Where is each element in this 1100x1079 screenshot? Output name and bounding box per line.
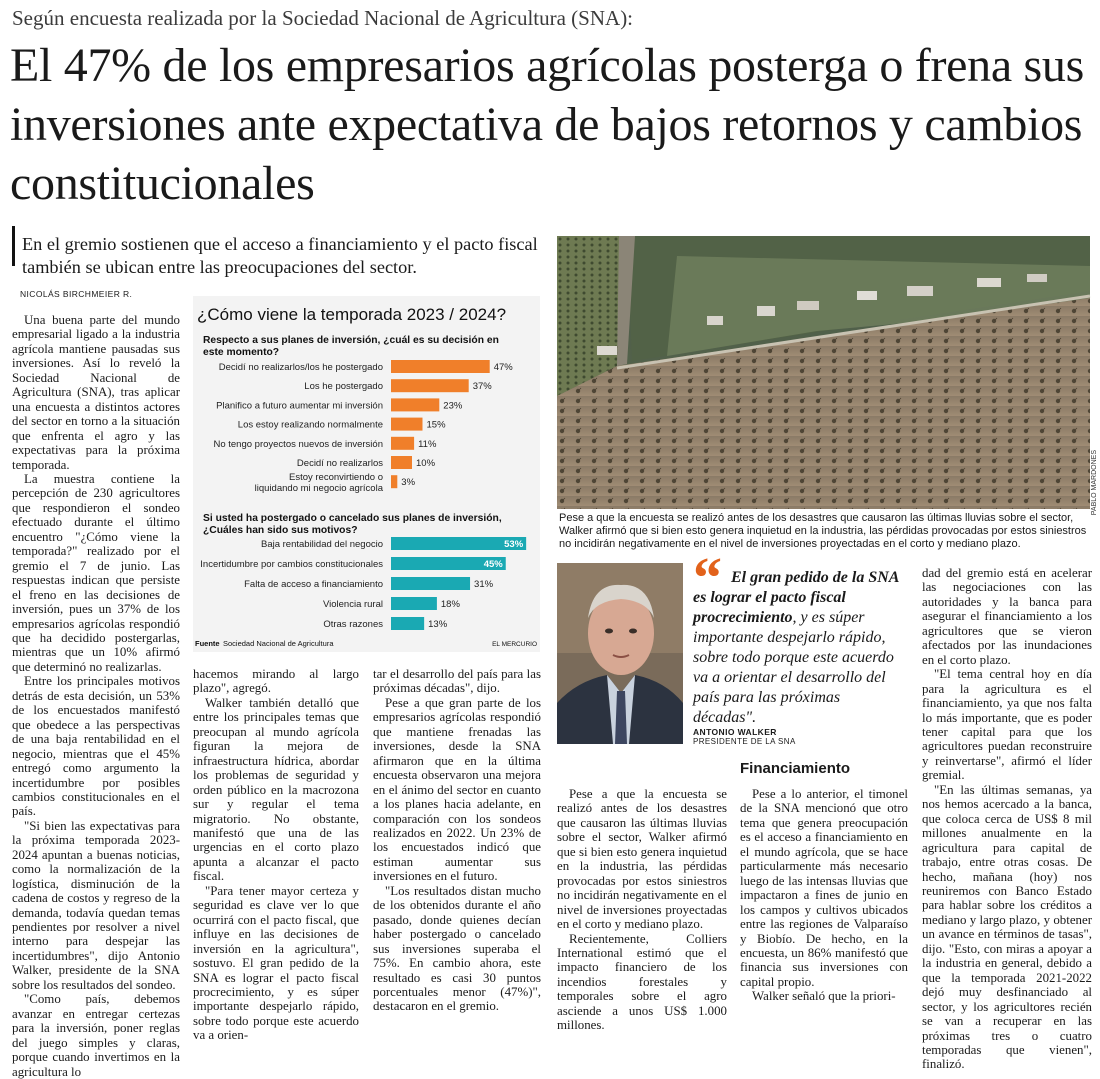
article-column-1: [12, 313, 180, 1079]
paragraph: "Para tener mayor certeza y seguridad es clave ver lo que ocurrirá con el pacto fiscal, que influye en las decisiones de inversión en la agricultura", sostuvo. El gran pedido de la SNA es lograr el pacto fiscal procrecimiento, y es súper importante despejarlo rápido, sobre todo porque este acuerdo va a orien-: [193, 883, 359, 1043]
chart-question-2: Si usted ha postergado o cancelado sus planes de inversión, ¿Cuáles han sido sus motivos?: [203, 513, 502, 536]
paragraph: "Si bien las expectativas para la próxima temporada 2023-2024 apuntan a buenas noticias, como la normalización de la logística, disminución de la cadena de costos y regreso de la demanda, todavía quedan temas pendientes por resolver a nivel interno para despejar las incertidumbres", dijo Antonio Walker, presidente de la SNA sobre los resultados del sondeo.: [12, 818, 180, 992]
paragraph: Una buena parte del mundo empresarial ligado a la industria agrícola mantiene pausadas sus inversiones. Así lo reveló la Sociedad Nacional de Agricultura (SNA), tras aplicar una encuesta a distintos actores del sector en torno a la situación que enfrenta el agro y las expectativas para la próxima temporada.: [12, 313, 180, 472]
portrait-image: [557, 563, 683, 744]
chart-question-1: Respecto a sus planes de inversión, ¿cuál es su decisión en este momento?: [203, 335, 499, 358]
value-label: 45%: [483, 559, 503, 570]
article-column-5: [740, 787, 908, 1004]
bar: [391, 379, 469, 392]
headline: El 47% de los empresarios agrícolas posterga o frena sus inversiones ante expectativa de bajos retornos y cambios constitucionales: [10, 39, 1085, 210]
value-label: 47%: [493, 362, 513, 373]
category-label: Decidí no realizarlos/los he postergado: [218, 362, 383, 373]
chart-group-2: [200, 537, 526, 630]
category-label: Falta de acceso a financiamiento: [244, 579, 383, 590]
paragraph: La muestra contiene la percepción de 230 agricultores que respondieron el sondeo efectuado durante el último encuentro "¿Cómo viene la temporada?" realizado por el gremio el 7 de junio. Las respuestas indican que persiste el freno en las decisiones de inversión, pues un 37% de los empresarios agrícolas respondió que ha decidido postergarlas, mientras que un 10% afirmó que determinó no realizarlas.: [12, 471, 180, 674]
chart-brand: EL MERCURIO: [492, 641, 537, 648]
pull-quote: [693, 568, 907, 728]
bar: [391, 360, 490, 373]
pull-quote-lead: El gran pedido de la SNA es lograr el pacto fiscal procrecimiento: [693, 569, 899, 626]
bar: [391, 475, 397, 488]
category-label-line: liquidando mi negocio agrícola: [254, 483, 383, 495]
photo-caption: Pese a que la encuesta se realizó antes de los desastres que causaron las últimas lluvias sobre el sector, Walker afirmó que si bien esto genera inquietud en la industria, las pérdidas provocadas por estos siniestros no incidirán negativamente en el nivel de inversiones proyectadas en el corto y mediano plazo.: [559, 512, 1087, 551]
article-column-6: [922, 566, 1092, 1072]
paragraph: Pese a que la encuesta se realizó antes de los desastres que causaron las últimas lluvias sobre el sector, Walker afirmó que si bien esto genera inquietud en la industria, las pérdidas provocadas por estos siniestros no incidirán negativamente en el nivel de inversiones proyectadas en el corto y mediano plazo.: [557, 787, 727, 932]
survey-chart: [193, 296, 540, 652]
category-label: No tengo proyectos nuevos de inversión: [213, 438, 383, 450]
article-column-3: [373, 667, 541, 1014]
chart-source-label: Fuente: [195, 639, 220, 648]
byline: NICOLÁS BIRCHMEIER R.: [20, 289, 133, 299]
article-column-4: [557, 787, 727, 1033]
paragraph: Recientemente, Colliers International estimó que el impacto financiero de los incendios forestales y temporales sobre el agro asciende a unos US$ 1.000 millones.: [557, 931, 727, 1033]
bar: [391, 617, 424, 630]
dek: En el gremio sostienen que el acceso a financiamiento y el pacto fiscal también se ubican entre las preocupaciones del sector.: [22, 234, 538, 277]
value-label: 53%: [504, 539, 524, 550]
category-label-line: Estoy reconvirtiendo o: [289, 472, 383, 484]
bar: [391, 597, 437, 610]
pull-quote-rest: , y es súper importante despejarlo rápido, sobre todo porque este acuerdo va a orientar el desarrollo del país para las próximas décadas".: [693, 609, 894, 726]
paragraph: "Los resultados distan mucho de los obtenidos durante el año pasado, donde quienes decían haber postergado o cancelado sus inversiones superaba el 75%. En cambio ahora, este resultado es casi 30 puntos porcentuales menor (47%)", destacaron en el gremio.: [373, 883, 541, 1014]
paragraph: Pese a lo anterior, el timonel de la SNA mencionó que otro tema que genera preocupación es el acceso a financiamiento en el mundo agrícola, que se hace particularmente más necesario luego de las intensas lluvias que impactaron a fines de junio en los campos y cultivos ubicados entre las regiones de Valparaíso y Biobío. De hecho, en la encuesta, un 86% manifestó que financia sus inversiones con capital propio.: [740, 787, 908, 989]
value-label: 3%: [401, 477, 416, 489]
paragraph: dad del gremio está en acelerar las negociaciones con las autoridades y la banca para asegurar el financiamiento a los agricultores que se vieron afectados por las inundaciones en el corto plazo.: [922, 566, 1092, 667]
flood-aerial-image: [557, 236, 1090, 509]
value-label: 23%: [443, 400, 463, 412]
chart-source: Sociedad Nacional de Agricultura: [223, 639, 334, 648]
bar: [391, 577, 470, 590]
bar: [391, 437, 414, 450]
value-label: 15%: [426, 419, 446, 431]
section-subhead: Financiamiento: [740, 760, 851, 777]
paragraph: Walker también detalló que entre los principales temas que preocupan al mundo agrícola figuran la mejora de infraestructura hídrica, abordar los problemas de seguridad y orden público en la macrozona sur y regular el tema migratorio. No obstante, manifestó que una de las urgencias en el corto plazo apunta a alcanzar el pacto fiscal.: [193, 695, 359, 884]
chart-group-1: [213, 360, 513, 494]
category-label: Los estoy realizando normalmente: [237, 419, 383, 431]
category-label: Violencia rural: [322, 599, 383, 610]
article-column-2: [193, 667, 359, 1043]
chart-svg: [193, 296, 540, 652]
paragraph: "Como país, debemos avanzar en entregar certezas para la inversión, poner reglas del juego simples y claras, porque cuando invertimos en la agricultura lo: [12, 992, 180, 1079]
paragraph: Walker señaló que la priori-: [752, 989, 896, 1004]
category-label: Decidí no realizarlos: [296, 458, 383, 469]
category-label: Planifico a futuro aumentar mi inversión: [216, 400, 383, 412]
quote-author-role: PRESIDENTE DE LA SNA: [693, 737, 796, 746]
value-label: 13%: [428, 619, 448, 630]
quote-author-name: ANTONIO WALKER: [693, 727, 777, 737]
photo-credit: PABLO MARDONES: [1091, 450, 1098, 516]
bar: [391, 398, 439, 411]
category-label: [255, 472, 384, 494]
flood-photo: [557, 236, 1090, 509]
paragraph: "En las últimas semanas, ya nos hemos acercado a la banca, que coloca cerca de US$ 8 mil millones anualmente en la agricultura para capital de trabajo, entre otras cosas. De hecho, mañana (hoy) nos reuniremos con Banco Estado para hablar sobre los créditos a mediano y largo plazo, y obtener un avance en términos de tasas", dijo. "Esto, con miras a apoyar a la industria en general, debido a que la temporada 2021-2022 dejó muy desfinanciado al sector, y los agricultores recién se van a recuperar en las próximas tres o cuatro temporadas que vienen", finalizó.: [922, 782, 1092, 1072]
paragraph: "El tema central hoy en día para la agricultura es el financiamiento, ya que nos falta lo más importante, que es poder tener capital para que los agricultores puedan reconstruire y reinvertarse", afirmó el líder gremial.: [922, 667, 1092, 783]
category-label: Incertidumbre por cambios constitucionales: [200, 559, 383, 570]
chart-title: ¿Cómo viene la temporada 2023 / 2024?: [197, 305, 507, 324]
bar: [391, 456, 412, 469]
bar: [391, 418, 423, 431]
value-label: 18%: [440, 599, 460, 610]
value-label: 11%: [418, 438, 437, 450]
value-label: 10%: [416, 458, 436, 469]
paragraph: Entre los principales motivos detrás de esta decisión, un 53% de los encuestados manifestó que obedece a las perspectivas de una baja rentabilidad en el negocio, mientras que el 45% entregó como argumento la incertidumbre por posibles cambios constitucionales en el país.: [12, 674, 180, 819]
value-label: 31%: [474, 579, 494, 590]
category-label: Los he postergado: [304, 381, 383, 393]
category-label: Baja rentabilidad del negocio: [260, 539, 383, 550]
paragraph: hacemos mirando al largo plazo", agregó.: [193, 667, 359, 696]
quote-mark-icon: “: [693, 545, 722, 610]
paragraph: tar el desarrollo del país para las próximas décadas", dijo.: [373, 667, 541, 696]
value-label: 37%: [472, 381, 492, 393]
paragraph: Pese a que gran parte de los empresarios agrícolas respondió que mantiene frenadas las inversiones, desde la SNA afirmaron que en la última encuesta observaron una mejora en el ánimo del sector en cuanto a los planes hacia adelante, en comparación con los sondeos realizados en 2022. Un 23% de los encuestados indicó que estiman aumentar sus inversiones en el futuro.: [373, 695, 541, 884]
antonio-walker-portrait: [557, 563, 683, 744]
dek-rule: [12, 226, 15, 266]
category-label: Otras razones: [323, 619, 383, 630]
pretitle: Según encuesta realizada por la Sociedad Nacional de Agricultura (SNA):: [12, 6, 634, 30]
